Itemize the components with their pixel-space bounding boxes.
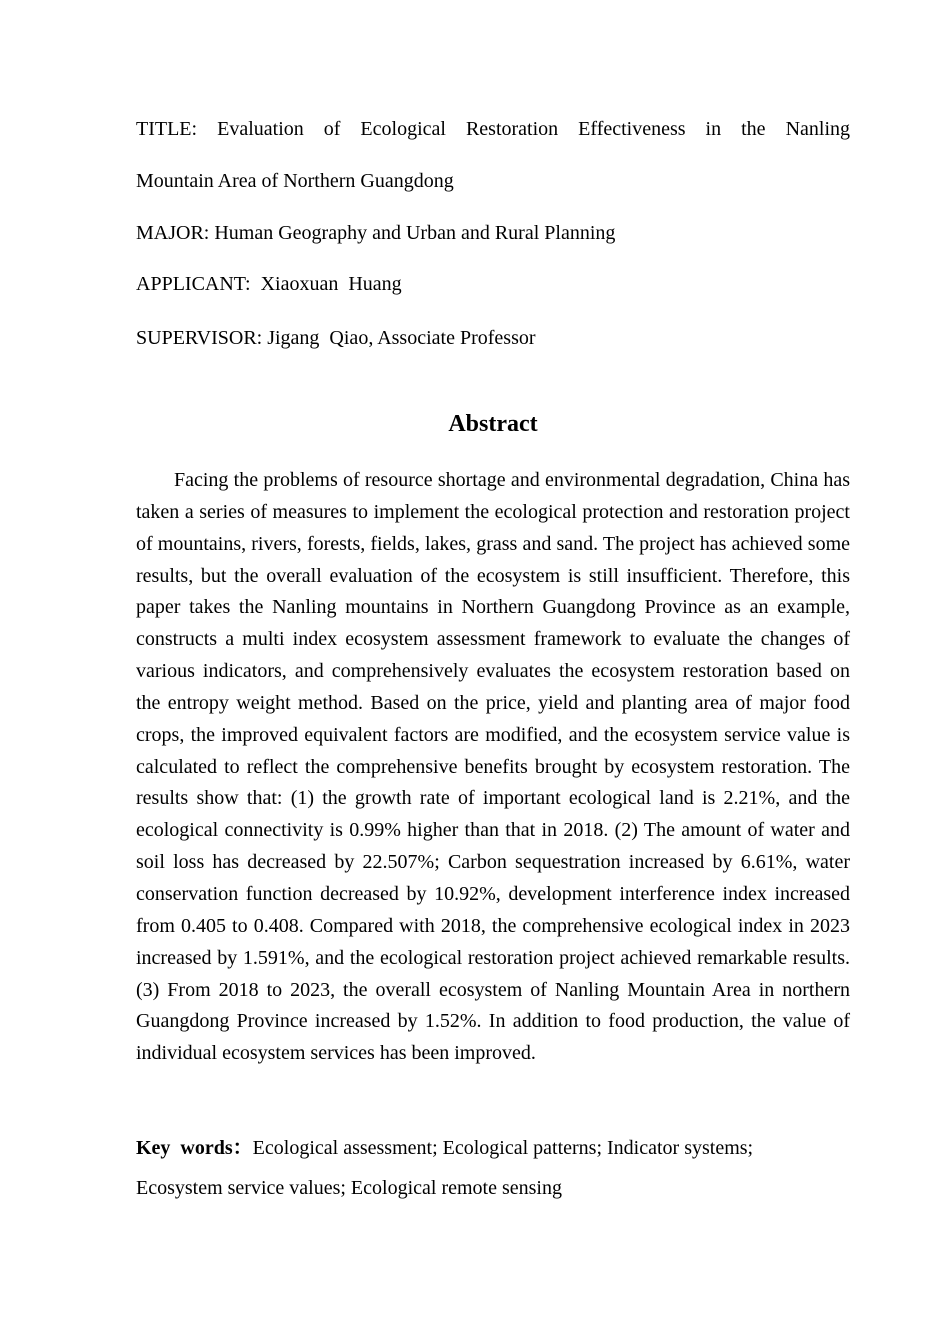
major-value: Human Geography and Urban and Rural Planning bbox=[214, 222, 616, 244]
applicant-line bbox=[136, 271, 850, 297]
keywords-label: Key words： bbox=[136, 1137, 253, 1159]
applicant-value: Xiaoxuan Huang bbox=[260, 273, 402, 295]
keywords-line-1 bbox=[136, 1135, 850, 1161]
keywords-text-line-1: Ecological assessment; Ecological patterns; Indicator systems; bbox=[252, 1137, 754, 1159]
title-line-2 bbox=[136, 168, 850, 194]
title-text-line-1: Evaluation of Ecological Restoration Effectiveness in the Nanling bbox=[217, 118, 851, 140]
major-line bbox=[136, 220, 850, 246]
title-label: TITLE: bbox=[136, 118, 198, 140]
abstract-body: Facing the problems of resource shortage and environmental degradation, China has taken a series of measures to implement the ecological protection and restoration project of mountains, rivers, forests, fields, lakes, grass and sand. The project has achieved some results, but the overall evaluation of the ecosystem is still insufficient. Therefore, this paper takes the Nanling mountains in Northern Guangdong Province as an example, constructs a multi index ecosystem assessment framework to evaluate the changes of various indicators, and comprehensively evaluates the ecosystem restoration based on the entropy weight method. Based on the price, yield and planting area of major food crops, the improved equivalent factors are modified, and the ecosystem service value is calculated to reflect the comprehensive benefits brought by ecosystem restoration. The results show that: (1) the growth rate of important ecological land is 2.21%, and the ecological connectivity is 0.99% higher than that in 2018. (2) The amount of water and soil loss has decreased by 22.507%; Carbon sequestration increased by 6.61%, water conservation function decreased by 10.92%, development interference index increased from 0.405 to 0.408. Compared with 2018, the comprehensive ecological index in 2023 increased by 1.591%, and the ecological restoration project achieved remarkable results. (3) From 2018 to 2023, the overall ecosystem of Nanling Mountain Area in northern Guangdong Province increased by 1.52%. In addition to food production, the value of individual ecosystem services has been improved. bbox=[136, 469, 850, 1065]
major-label: MAJOR: bbox=[136, 222, 210, 244]
applicant-label: APPLICANT: bbox=[136, 273, 251, 295]
title-text-line-2: Mountain Area of Northern Guangdong bbox=[136, 170, 454, 192]
keywords-line-2 bbox=[136, 1175, 850, 1201]
supervisor-label: SUPERVISOR: bbox=[136, 327, 263, 349]
supervisor-value: Jigang Qiao, Associate Professor bbox=[267, 327, 536, 349]
supervisor-line bbox=[136, 325, 850, 351]
abstract-heading: Abstract bbox=[448, 411, 538, 437]
keywords-text-line-2: Ecosystem service values; Ecological remote sensing bbox=[136, 1177, 562, 1199]
title-line-1 bbox=[136, 116, 850, 142]
